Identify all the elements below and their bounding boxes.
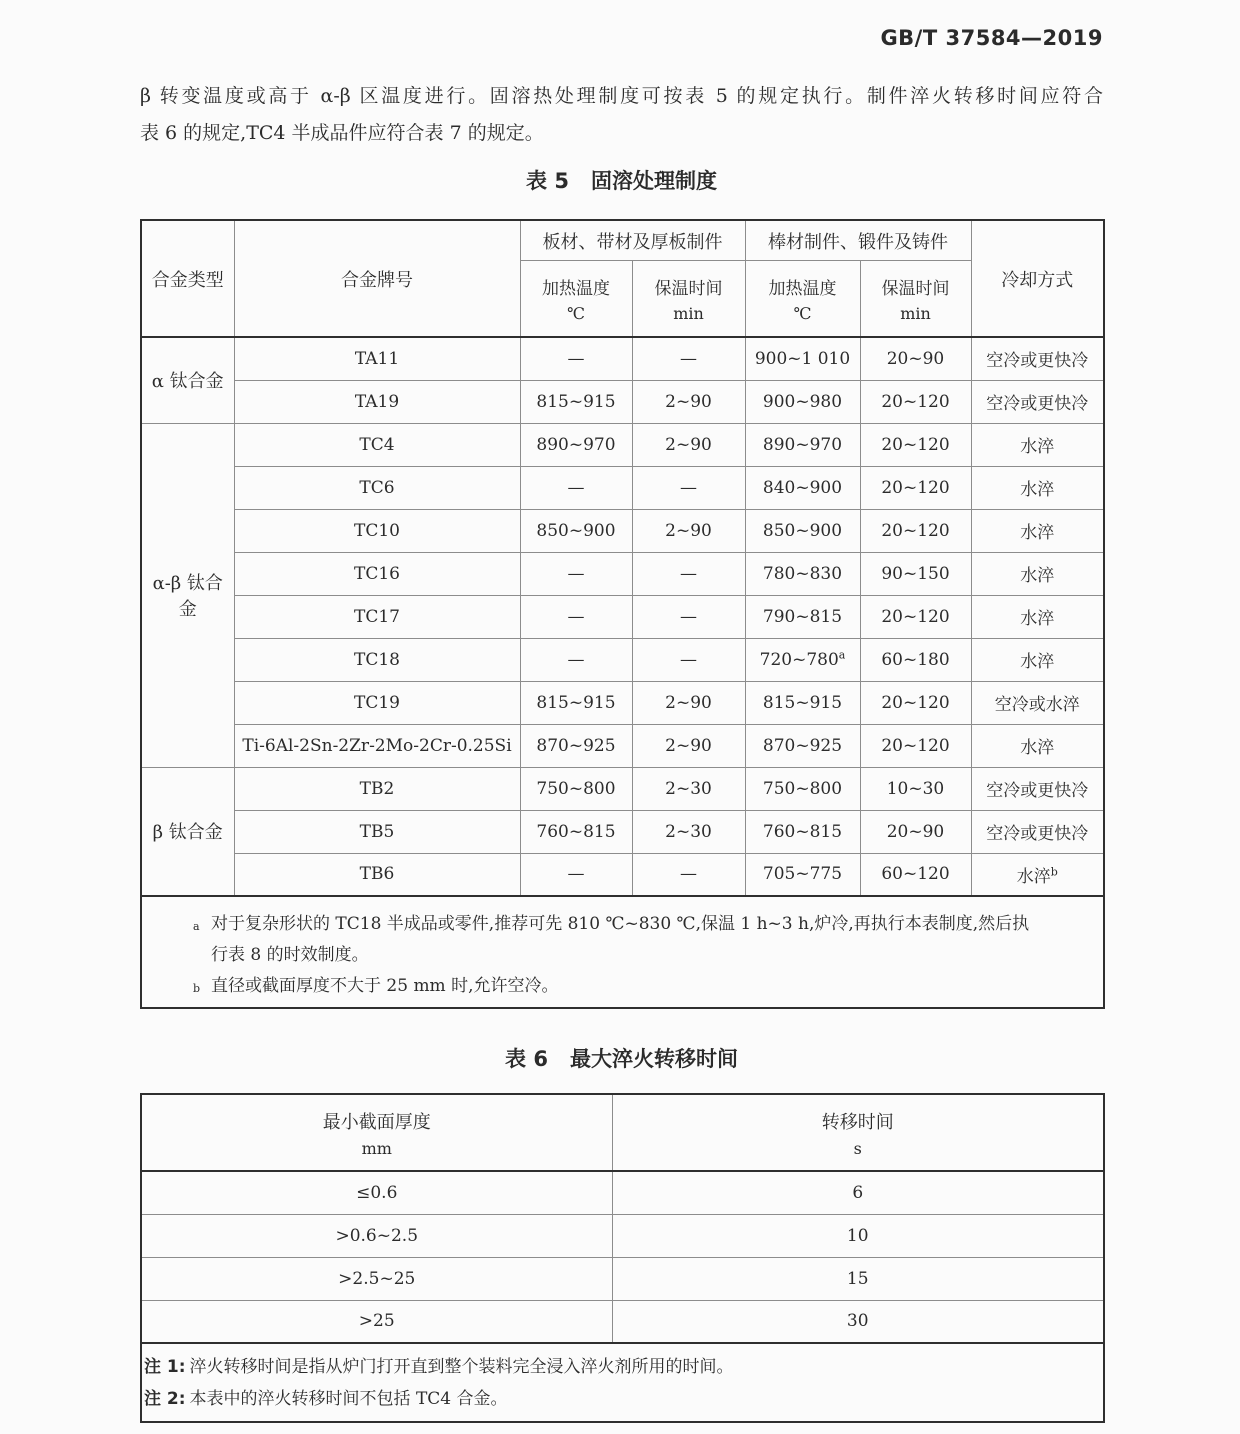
- footnote-a: a 对于复杂形状的 TC18 半成品或零件,推荐可先 810 ℃~830 ℃,保温 1 h~3 h,炉冷,再执行本表制度,然后执: [144, 902, 1101, 940]
- cell-grade: TC6: [234, 466, 520, 509]
- cell-plate-time: —: [632, 595, 745, 638]
- cell-plate-time: —: [632, 466, 745, 509]
- cell-time: 6: [612, 1171, 1104, 1214]
- table-row: [141, 380, 1104, 423]
- intro-line-1: β 转变温度或高于 α-β 区温度进行。固溶热处理制度可按表 5 的规定执行。制件淬火转移时间应符合: [140, 85, 1103, 107]
- cell-plate-time: 2~90: [632, 509, 745, 552]
- header-cooling: 冷却方式: [971, 220, 1104, 337]
- cell-thickness: >0.6~2.5: [141, 1214, 612, 1257]
- cell-thickness: >2.5~25: [141, 1257, 612, 1300]
- cell-plate-time: 2~90: [632, 724, 745, 767]
- cell-bar-temp: 705~775: [745, 853, 860, 896]
- cell-cooling: 空冷或更快冷: [971, 380, 1104, 423]
- note-2: 注 2: 本表中的淬火转移时间不包括 TC4 合金。: [144, 1388, 508, 1409]
- table-row: [141, 724, 1104, 767]
- note-1: 注 1: 淬火转移时间是指从炉门打开直到整个装料完全浸入淬火剂所用的时间。: [144, 1356, 734, 1377]
- standard-code: GB/T 37584—2019: [880, 26, 1103, 50]
- footnote-a-continued: 行表 8 的时效制度。: [211, 945, 369, 965]
- cell-plate-temp: —: [520, 466, 632, 509]
- table-row: [141, 1171, 1104, 1214]
- cell-bar-time: 20~120: [860, 423, 971, 466]
- cell-bar-time: 20~120: [860, 466, 971, 509]
- cell-bar-time: 90~150: [860, 552, 971, 595]
- unit-min: min: [673, 304, 704, 323]
- cell-bar-temp: 720~780$^a$: [745, 638, 860, 681]
- unit-mm: mm: [361, 1138, 392, 1158]
- cell-plate-temp: —: [520, 337, 632, 380]
- table-row: [141, 552, 1104, 595]
- cell-grade: TB6: [234, 853, 520, 896]
- table-row: [141, 853, 1104, 896]
- table5-title: [140, 165, 1103, 195]
- cell-time: 15: [612, 1257, 1104, 1300]
- table6-number: 表 6: [505, 1047, 548, 1071]
- note-1-label: 注 1:: [144, 1356, 186, 1377]
- intro-paragraph: [140, 78, 1103, 152]
- cell-cooling: 空冷或更快冷: [971, 337, 1104, 380]
- cell-bar-temp: 840~900: [745, 466, 860, 509]
- cell-cooling: 水淬: [971, 466, 1104, 509]
- cell-bar-time: 60~120: [860, 853, 971, 896]
- cell-plate-temp: —: [520, 552, 632, 595]
- cell-plate-temp: 870~925: [520, 724, 632, 767]
- cell-bar-temp: 900~980: [745, 380, 860, 423]
- cell-plate-temp: —: [520, 853, 632, 896]
- table-row: [141, 337, 1104, 380]
- cell-bar-time: 20~120: [860, 509, 971, 552]
- cell-bar-time: 20~120: [860, 380, 971, 423]
- cell-bar-time: 20~120: [860, 681, 971, 724]
- table-row: [141, 767, 1104, 810]
- group-alpha-alloy: α 钛合金: [141, 337, 234, 423]
- cell-bar-temp: 790~815: [745, 595, 860, 638]
- cell-plate-temp: 760~815: [520, 810, 632, 853]
- cell-grade: TA19: [234, 380, 520, 423]
- cell-plate-temp: 890~970: [520, 423, 632, 466]
- table-row: [141, 810, 1104, 853]
- header-plate-hold-time: 保温时间 min: [632, 261, 745, 338]
- cell-grade: TC16: [234, 552, 520, 595]
- header-alloy-grade: 合金牌号: [234, 220, 520, 337]
- cell-bar-time: 10~30: [860, 767, 971, 810]
- table-row: [141, 423, 1104, 466]
- unit-s: s: [853, 1138, 862, 1158]
- cell-bar-temp: 750~800: [745, 767, 860, 810]
- cell-bar-temp: 890~970: [745, 423, 860, 466]
- notes-row: [141, 1343, 1104, 1422]
- footnote-a-reference: a: [838, 647, 846, 661]
- cell-bar-time: 20~120: [860, 595, 971, 638]
- header-min-thickness: 最小截面厚度 mm: [141, 1094, 612, 1171]
- cell-plate-temp: —: [520, 595, 632, 638]
- table-row: [141, 681, 1104, 724]
- cell-plate-time: 2~90: [632, 423, 745, 466]
- header-bar-hold-time: 保温时间 min: [860, 261, 971, 338]
- cell-bar-temp: 870~925: [745, 724, 860, 767]
- header-bar-heat-temp: 加热温度 ℃: [745, 261, 860, 338]
- cell-bar-temp: 815~915: [745, 681, 860, 724]
- cell-plate-time: 2~90: [632, 380, 745, 423]
- cell-plate-temp: 750~800: [520, 767, 632, 810]
- cell-plate-time: 2~90: [632, 681, 745, 724]
- cell-grade: TB2: [234, 767, 520, 810]
- group-beta-alloy: β 钛合金: [141, 767, 234, 896]
- note-2-label: 注 2:: [144, 1388, 186, 1409]
- cell-plate-time: 2~30: [632, 767, 745, 810]
- group-alpha-beta-alloy: α-β 钛合金: [141, 423, 234, 767]
- unit-min: min: [900, 304, 931, 323]
- cell-grade: Ti-6Al-2Sn-2Zr-2Mo-2Cr-0.25Si: [234, 724, 520, 767]
- header-group-plate: 板材、带材及厚板制件: [520, 220, 745, 261]
- cell-bar-temp: 760~815: [745, 810, 860, 853]
- cell-cooling: 水淬$^b$: [971, 853, 1104, 896]
- cell-grade: TC17: [234, 595, 520, 638]
- cell-bar-temp: 850~900: [745, 509, 860, 552]
- cell-bar-temp: 900~1 010: [745, 337, 860, 380]
- cell-thickness: >25: [141, 1300, 612, 1343]
- table6-title: [140, 1043, 1103, 1073]
- cell-plate-time: —: [632, 337, 745, 380]
- unit-celsius: ℃: [793, 304, 812, 323]
- table-row: [141, 595, 1104, 638]
- unit-celsius: ℃: [567, 304, 585, 323]
- footnote-row: [141, 896, 1104, 1008]
- cell-bar-time: 20~90: [860, 337, 971, 380]
- table-row: [141, 1300, 1104, 1343]
- header-group-bar: 棒材制件、锻件及铸件: [745, 220, 971, 261]
- footnote-b: b 直径或截面厚度不大于 25 mm 时,允许空冷。: [144, 971, 1101, 1002]
- cell-bar-time: 20~90: [860, 810, 971, 853]
- cell-cooling: 空冷或水淬: [971, 681, 1104, 724]
- cell-plate-temp: 815~915: [520, 380, 632, 423]
- header-transfer-time: 转移时间 s: [612, 1094, 1104, 1171]
- table6-quench-transfer-time: [140, 1093, 1105, 1423]
- cell-cooling: 空冷或更快冷: [971, 810, 1104, 853]
- cell-plate-time: —: [632, 638, 745, 681]
- cell-cooling: 水淬: [971, 595, 1104, 638]
- cell-grade: TC4: [234, 423, 520, 466]
- cell-plate-temp: —: [520, 638, 632, 681]
- cell-cooling: 空冷或更快冷: [971, 767, 1104, 810]
- cell-plate-temp: 850~900: [520, 509, 632, 552]
- table5-number: 表 5: [526, 169, 569, 193]
- cell-grade: TA11: [234, 337, 520, 380]
- cell-plate-temp: 815~915: [520, 681, 632, 724]
- cell-cooling: 水淬: [971, 552, 1104, 595]
- footnote-a-marker: a: [193, 920, 200, 933]
- table5-solution-treatment: [140, 219, 1105, 1009]
- cell-thickness: ≤0.6: [141, 1171, 612, 1214]
- cell-bar-time: 20~120: [860, 724, 971, 767]
- cell-grade: TC10: [234, 509, 520, 552]
- footnote-b-marker: b: [193, 982, 201, 995]
- table-row: [141, 1257, 1104, 1300]
- cell-grade: TC18: [234, 638, 520, 681]
- cell-cooling: 水淬: [971, 509, 1104, 552]
- table-row: [141, 638, 1104, 681]
- table-row: [141, 466, 1104, 509]
- cell-plate-time: 2~30: [632, 810, 745, 853]
- cell-cooling: 水淬: [971, 638, 1104, 681]
- cell-time: 10: [612, 1214, 1104, 1257]
- table5-caption: 固溶处理制度: [590, 169, 717, 193]
- cell-plate-time: —: [632, 552, 745, 595]
- cell-grade: TC19: [234, 681, 520, 724]
- cell-time: 30: [612, 1300, 1104, 1343]
- footnote-b-reference: b: [1050, 865, 1058, 879]
- cell-plate-time: —: [632, 853, 745, 896]
- table-row: [141, 509, 1104, 552]
- table-row: [141, 1214, 1104, 1257]
- intro-line-2: 表 6 的规定,TC4 半成品件应符合表 7 的规定。: [140, 122, 544, 144]
- header-alloy-type: 合金类型: [141, 220, 234, 337]
- cell-bar-temp: 780~830: [745, 552, 860, 595]
- header-plate-heat-temp: 加热温度 ℃: [520, 261, 632, 338]
- cell-bar-time: 60~180: [860, 638, 971, 681]
- cell-grade: TB5: [234, 810, 520, 853]
- cell-cooling: 水淬: [971, 423, 1104, 466]
- cell-cooling: 水淬: [971, 724, 1104, 767]
- table6-caption: 最大淬火转移时间: [569, 1047, 738, 1071]
